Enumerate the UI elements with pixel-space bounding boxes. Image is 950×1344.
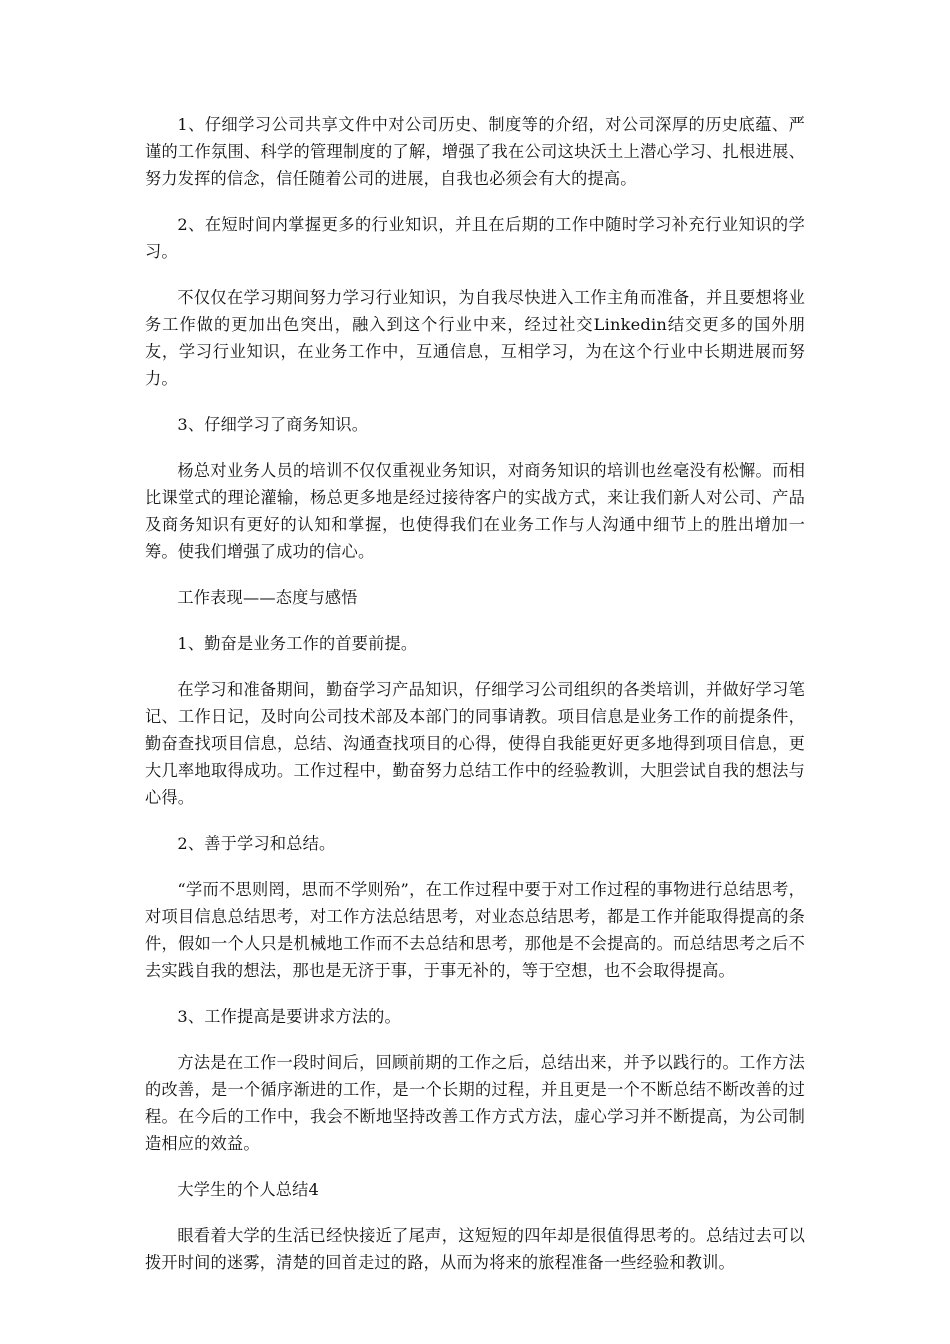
paragraph-industry-study-detail: 不仅仅在学习期间努力学习行业知识，为自我尽快进入工作主角而准备，并且要想将业务工作做的更加出色突出，融入到这个行业中来，经过社交Linkedin结交更多的国外朋友，学习行业知识，在业务工作中，互通信息，互相学习，为在这个行业中长期进展而努力。 [145, 288, 805, 388]
document-page [145, 111, 805, 1295]
paragraph-diligence-detail: 在学习和准备期间，勤奋学习产品知识，仔细学习公司组织的各类培训，并做好学习笔记、工作日记，及时向公司技术部及本部门的同事请教。项目信息是业务工作的前提条件，勤奋查找项目信息，总结、沟通查找项目的心得，使得自我能更好更多地得到项目信息，更大几率地取得成功。工作过程中，勤奋努力总结工作中的经验教训，大胆尝试自我的想法与心得。 [145, 680, 805, 807]
paragraph-learn-summarize-detail: “学而不思则罔，思而不学则殆”，在工作过程中要于对工作过程的事物进行总结思考，对项目信息总结思考，对工作方法总结思考，对业态总结思考，都是工作并能取得提高的条件，假如一个人只是机械地工作而不去总结和思考，那他是不会提高的。而总结思考之后不去实践自我的想法，那也是无济于事，于事无补的，等于空想，也不会取得提高。 [145, 880, 805, 980]
paragraph-methods: 3、工作提高是要讲求方法的。 [177, 1007, 401, 1026]
paragraph-study-company-history: 1、仔细学习公司共享文件中对公司历史、制度等的介绍，对公司深厚的历史底蕴、严谨的工作氛围、科学的管理制度的了解，增强了我在公司这块沃土上潜心学习、扎根进展、努力发挥的信念，信任随着公司的进展，自我也必须会有大的提高。 [145, 115, 805, 188]
section-heading-work-performance: 工作表现——态度与感悟 [177, 588, 358, 607]
paragraph-business-knowledge: 3、仔细学习了商务知识。 [177, 415, 369, 434]
paragraph-learn-summarize: 2、善于学习和总结。 [177, 834, 336, 853]
paragraph-diligence: 1、勤奋是业务工作的首要前提。 [177, 634, 418, 653]
paragraph-college-summary: 眼看着大学的生活已经快接近了尾声，这短短的四年却是很值得思考的。总结过去可以拨开时间的迷雾，清楚的回首走过的路，从而为将来的旅程准备一些经验和教训。 [145, 1226, 805, 1272]
section-heading-summary-4: 大学生的个人总结4 [177, 1180, 319, 1199]
paragraph-methods-detail: 方法是在工作一段时间后，回顾前期的工作之后，总结出来，并予以践行的。工作方法的改善，是一个循序渐进的工作，是一个长期的过程，并且更是一个不断总结不断改善的过程。在今后的工作中，我会不断地坚持改善工作方式方法，虚心学习并不断提高，为公司制造相应的效益。 [145, 1053, 805, 1153]
paragraph-manager-training: 杨总对业务人员的培训不仅仅重视业务知识，对商务知识的培训也丝毫没有松懈。而相比课堂式的理论灌输，杨总更多地是经过接待客户的实战方式，来让我们新人对公司、产品及商务知识有更好的认知和掌握，也使得我们在业务工作与人沟通中细节上的胜出增加一筹。使我们增强了成功的信心。 [145, 461, 805, 561]
paragraph-industry-knowledge: 2、在短时间内掌握更多的行业知识，并且在后期的工作中随时学习补充行业知识的学习。 [145, 215, 805, 261]
